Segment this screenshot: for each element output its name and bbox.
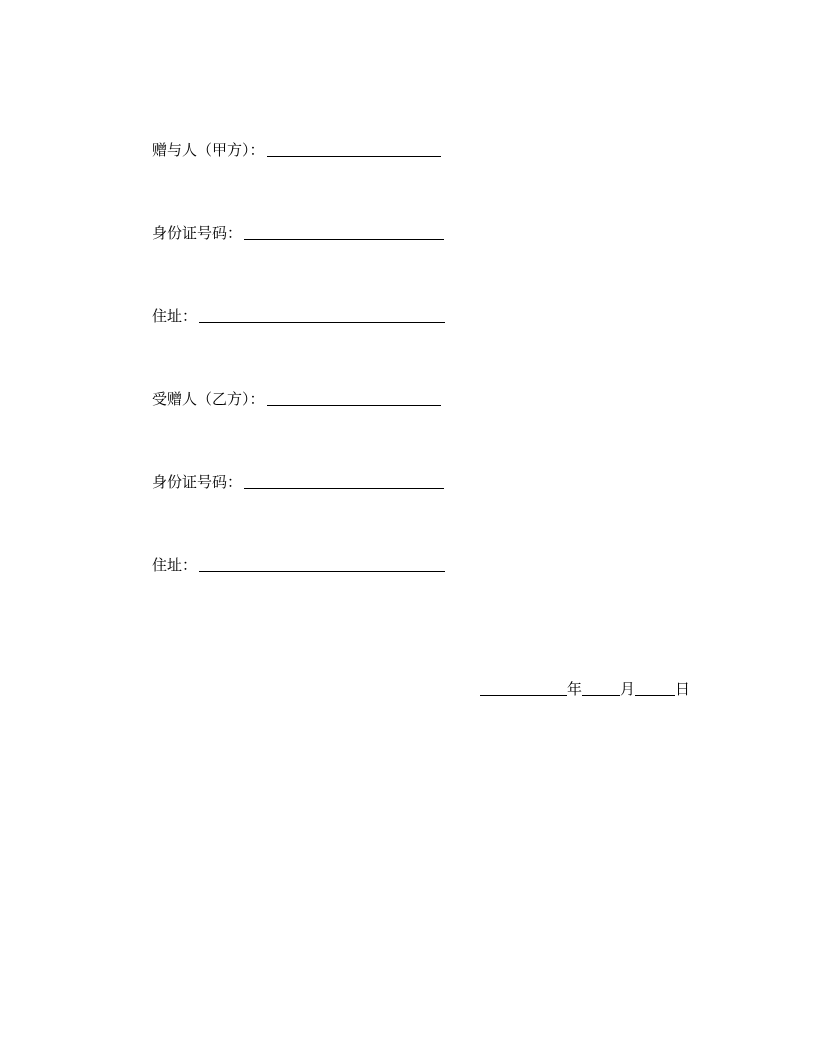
donee-id-label: 身份证号码： <box>152 473 243 491</box>
donor-id-row <box>152 223 444 242</box>
donee-name-row <box>152 389 441 408</box>
donor-id-label: 身份证号码： <box>152 224 243 242</box>
year-blank[interactable] <box>480 679 567 696</box>
donee-address-blank[interactable] <box>199 555 445 572</box>
donee-id-row <box>152 472 444 491</box>
donor-address-row <box>152 306 445 325</box>
signing-date <box>480 679 690 698</box>
month-blank[interactable] <box>582 679 620 696</box>
donor-name-label: 赠与人（甲方）： <box>152 141 265 159</box>
day-blank[interactable] <box>635 679 675 696</box>
donor-name-row <box>152 140 441 159</box>
donor-address-blank[interactable] <box>199 306 445 323</box>
donee-name-label: 受赠人（乙方）： <box>152 390 265 408</box>
donee-address-row <box>152 555 445 574</box>
day-label: 日 <box>675 680 691 698</box>
donor-name-blank[interactable] <box>267 140 441 157</box>
month-label: 月 <box>620 680 636 698</box>
donor-id-blank[interactable] <box>244 223 444 240</box>
donee-name-blank[interactable] <box>267 389 441 406</box>
year-label: 年 <box>567 680 583 698</box>
donee-address-label: 住址： <box>152 556 198 574</box>
donor-address-label: 住址： <box>152 307 198 325</box>
donee-id-blank[interactable] <box>244 472 444 489</box>
